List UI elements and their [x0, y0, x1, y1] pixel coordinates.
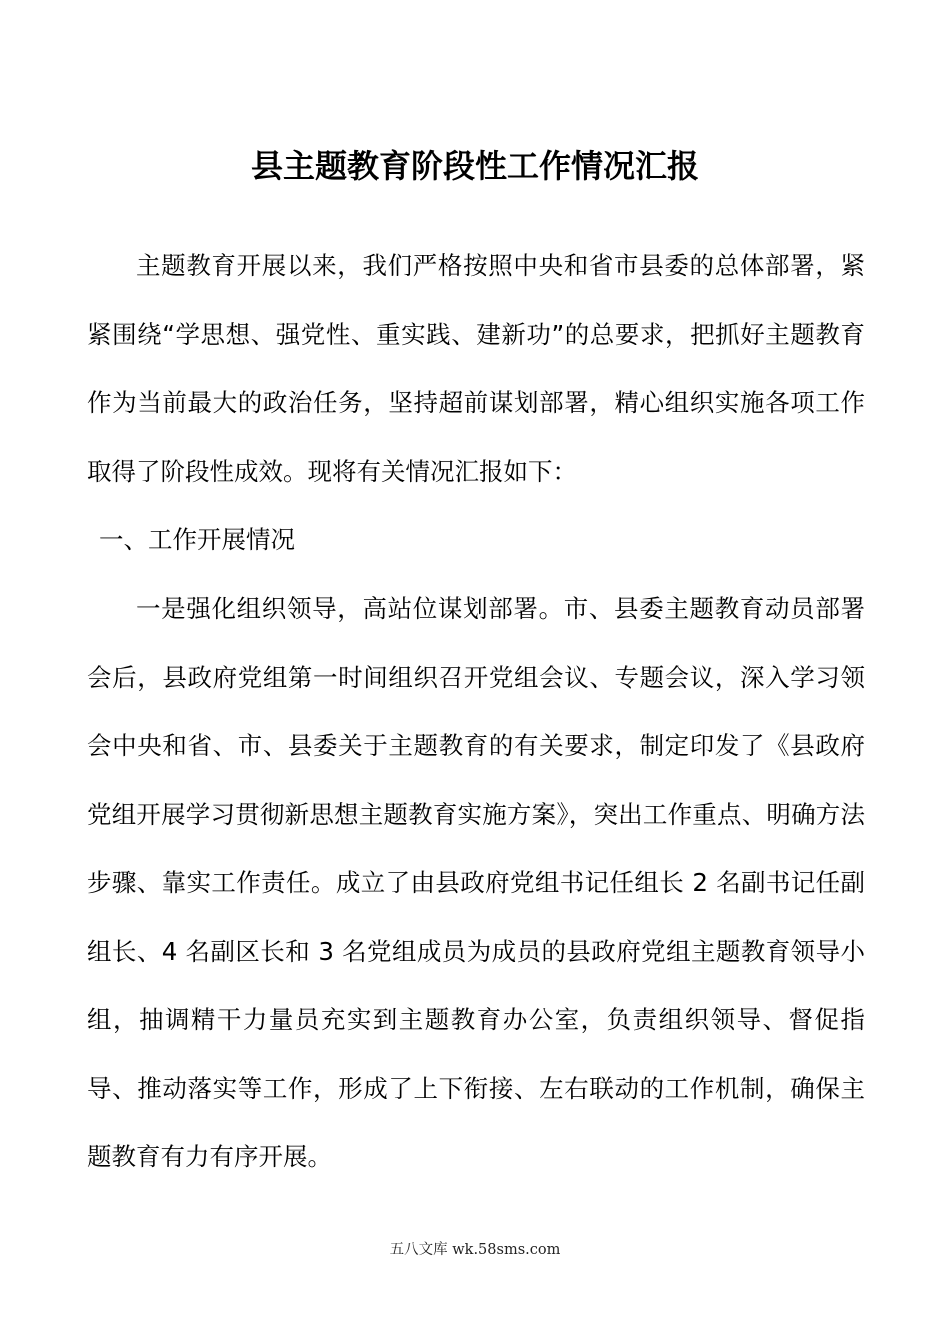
point-paragraph-block	[87, 575, 865, 1192]
section-heading-block	[87, 506, 865, 575]
intro-paragraph-block	[87, 232, 865, 506]
intro-paragraph: 主题教育开展以来，我们严格按照中央和省市县委的总体部署，紧紧围绕“学思想、强党性、重实践、建新功”的总要求，把抓好主题教育作为当前最大的政治任务，坚持超前谋划部署，精心组织实施各项工作取得了阶段性成效。现将有关情况汇报如下：	[87, 251, 865, 486]
point-paragraph-1: 一是强化组织领导，高站位谋划部署。市、县委主题教育动员部署会后，县政府党组第一时间组织召开党组会议、专题会议，深入学习领会中央和省、市、县委关于主题教育的有关要求，制定印发了《县政府党组开展学习贯彻新思想主题教育实施方案》，突出工作重点、明确方法步骤、靠实工作责任。成立了由县政府党组书记任组长 2 名副书记任副组长、4 名副区长和 3 名党组成员为成员的县政府党组主题教育领导小组，抽调精干力量员充实到主题教育办公室，负责组织领导、督促指导、推动落实等工作，形成了上下衔接、左右联动的工作机制，确保主题教育有力有序开展。	[87, 594, 865, 1171]
footer-watermark: 五八文库 wk.58sms.com	[389, 1242, 561, 1258]
document-title: 县主题教育阶段性工作情况汇报	[250, 147, 699, 185]
section-heading-1: 一、工作开展情况	[99, 525, 295, 554]
